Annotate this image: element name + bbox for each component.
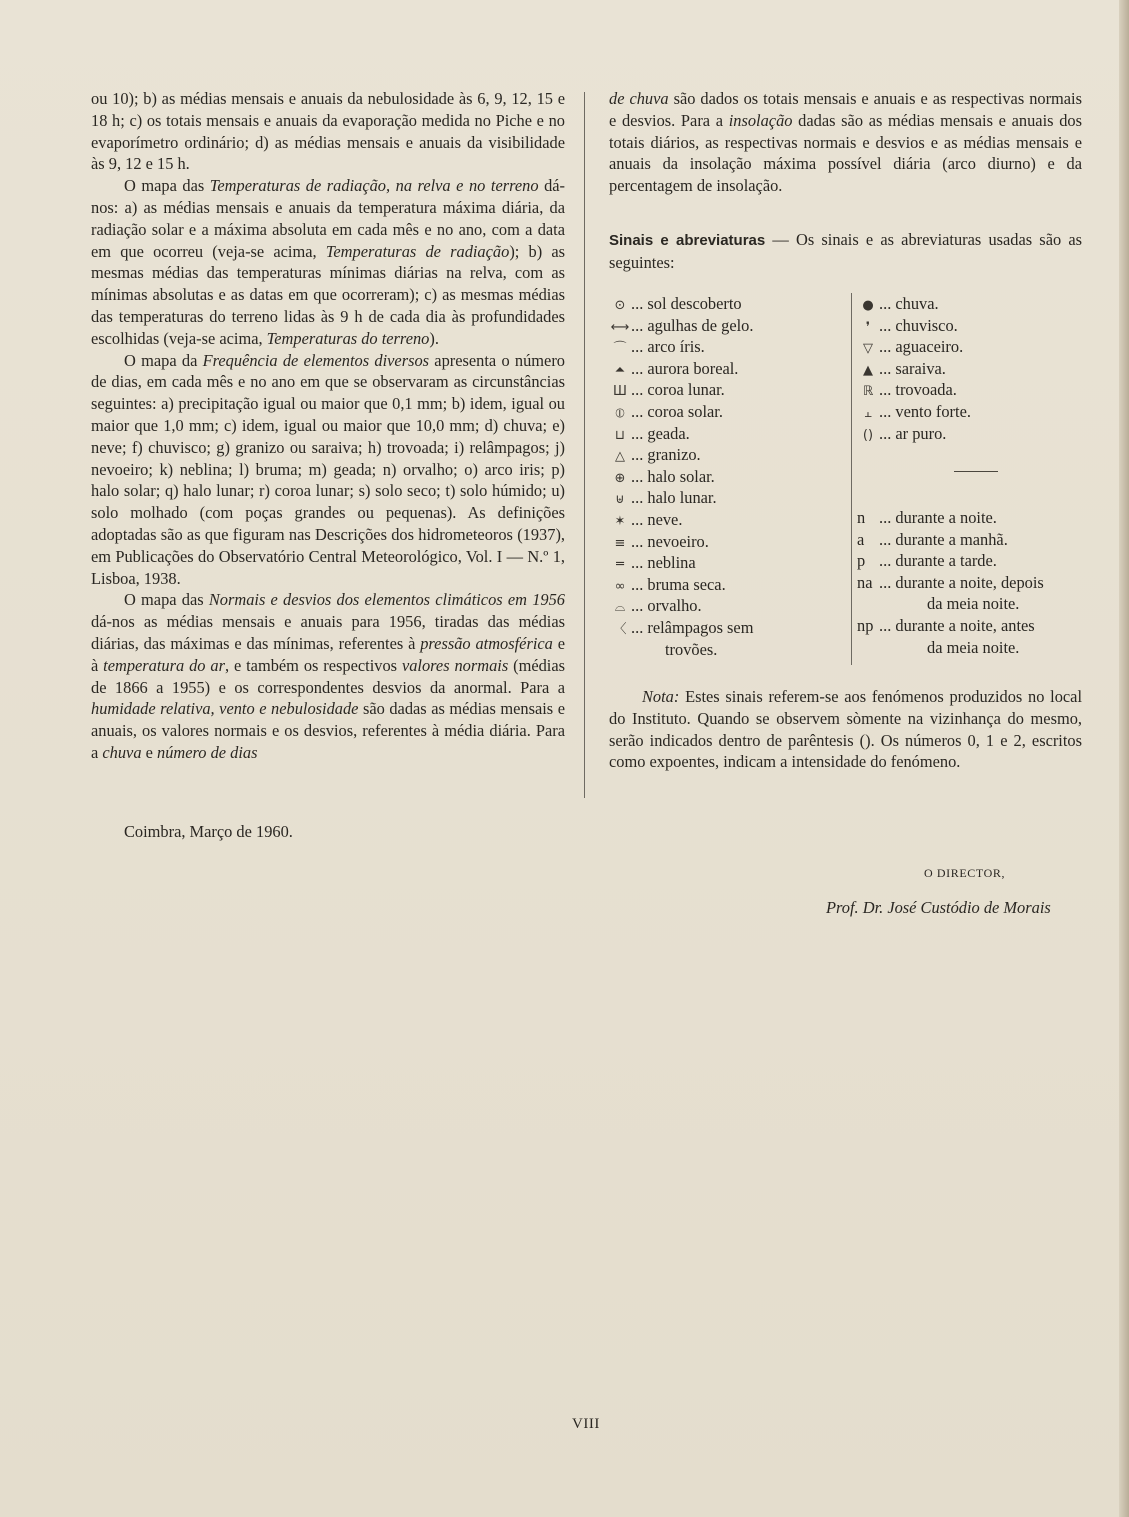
symbol-label: ... ar puro. xyxy=(879,423,947,443)
abbreviation-continuation: da meia noite. xyxy=(927,637,1020,657)
signature-label: O DIRECTOR, xyxy=(924,866,1006,880)
left-paragraph-1: ou 10); b) as médias mensais e anuais da nebulosidade às 6, 9, 12, 15 e 18 h; c) os totais mensais e anuais da evaporação medida no Piche e no evaporímetro ordinário; d) as médias mensais e anuais da visibilidade às 9, 12 e 15 h. xyxy=(91,89,565,174)
note-label: Nota: xyxy=(642,687,680,706)
symbol-row xyxy=(609,293,854,315)
abbreviation-label: ... durante a noite, depois xyxy=(879,572,1044,592)
lunar-corona-icon: Ш xyxy=(613,384,627,400)
symbol-label: ... agulhas de gelo. xyxy=(631,315,754,335)
sleet-icon: ▲ xyxy=(863,362,873,378)
symbol-row xyxy=(857,358,1087,380)
dew-icon: ⌓ xyxy=(614,600,626,616)
abbreviation-label: ... durante a tarde. xyxy=(879,551,997,571)
note-text: Estes sinais referem-se aos fenómenos produzidos no local do Instituto. Quando se observem sòmente na vizinhança do mesmo, serão indicados dentro de parêntesis (). Os números 0, 1 e 2, escritos como expoentes, indicam a intensidade do fenómeno. xyxy=(609,687,1082,772)
symbols-right-list xyxy=(857,293,1087,444)
snow-icon: ✶ xyxy=(614,513,626,529)
symbol-label: ... vento forte. xyxy=(879,401,971,421)
symbols-separator xyxy=(954,471,998,472)
symbol-label: ... neblina xyxy=(631,553,696,573)
lightning-icon: 〈 xyxy=(613,621,627,637)
abbreviation-code: np xyxy=(857,615,874,635)
symbol-label: ... trovoada. xyxy=(879,380,957,400)
abbreviation-code: p xyxy=(857,551,866,571)
solar-halo-icon: ⊕ xyxy=(614,470,626,486)
abbreviation-row xyxy=(857,507,1087,529)
ice-needles-icon: ⟷ xyxy=(610,319,630,335)
lunar-halo-icon: ⊎ xyxy=(615,492,625,508)
solar-corona-icon: ⦶ xyxy=(615,405,625,421)
symbol-label: ... neve. xyxy=(631,509,683,529)
drizzle-icon: ❜ xyxy=(865,319,871,335)
symbol-label: ... aurora boreal. xyxy=(631,358,739,378)
abbreviation-label: ... durante a noite, antes xyxy=(879,615,1035,635)
symbol-label: ... halo lunar. xyxy=(631,488,717,508)
symbol-label: ... relâmpagos sem xyxy=(631,617,754,637)
symbol-label: ... chuva. xyxy=(879,294,939,313)
symbol-row xyxy=(609,466,854,488)
symbol-row xyxy=(609,617,854,639)
rain-icon: ● xyxy=(862,298,874,313)
note-paragraph xyxy=(609,686,1082,773)
left-column xyxy=(91,88,565,764)
mist-icon: ═ xyxy=(616,557,624,573)
symbol-row xyxy=(857,401,1087,423)
abbreviation-code: na xyxy=(857,572,873,592)
haze-icon: ∞ xyxy=(614,578,626,594)
symbol-row xyxy=(609,358,854,380)
symbol-row xyxy=(857,423,1087,445)
right-paragraph-1: de chuva são dados os totais mensais e anuais e as respectivas normais e desvios. Para a insolação dadas são as médias mensais e anuais dos totais diários, as respectivas normais e desvios e as médias mensais e anuais da insolação máxima possível diária (arco diurno) e da percentagem de insolação. xyxy=(609,89,1082,196)
symbol-row xyxy=(857,379,1087,401)
symbol-label: ... coroa solar. xyxy=(631,401,723,421)
symbol-row xyxy=(609,552,854,574)
symbol-label: ... granizo. xyxy=(631,445,701,465)
symbol-row xyxy=(609,487,854,509)
symbol-row xyxy=(609,401,854,423)
page-edge xyxy=(1119,0,1129,1517)
symbol-row xyxy=(857,315,1087,337)
symbol-row xyxy=(609,509,854,531)
sun-clear-icon: ⊙ xyxy=(614,298,626,313)
abbreviations-list xyxy=(857,507,1087,658)
symbol-row xyxy=(609,336,854,358)
symbol-row xyxy=(609,531,854,553)
symbols-left-list xyxy=(609,293,854,660)
symbol-label-continuation: trovões. xyxy=(665,639,718,659)
symbol-label: ... orvalho. xyxy=(631,596,702,616)
frost-icon: ⊔ xyxy=(614,427,626,443)
symbol-label: ... halo solar. xyxy=(631,466,715,486)
section-heading: Sinais e abreviaturas — Os sinais e as abreviaturas usadas são as seguintes: xyxy=(609,229,1082,272)
abbreviation-row xyxy=(857,615,1087,637)
symbol-label: ... aguaceiro. xyxy=(879,337,964,357)
left-paragraph-4: O mapa das Normais e desvios dos elementos climáticos em 1956 dá-nos as médias mensais e anuais para 1956, tiradas das médias diárias, das máximas e das mínimas, referentes à pressão atmosférica e à temperatura do ar, e também os respectivos valores normais (médias de 1866 a 1955) e os correspondentes desvios da anormal. Para a humidade relativa, vento e nebulosidade são dadas as médias mensais e anuais, os valores normais e os desvios, referentes à média diária. Para a chuva e número de dias xyxy=(91,590,565,762)
symbol-label: ... arco íris. xyxy=(631,337,705,357)
symbol-row xyxy=(609,379,854,401)
abbreviation-continuation: da meia noite. xyxy=(927,594,1020,614)
page-number: VIII xyxy=(572,1416,600,1432)
aurora-icon: ⏶ xyxy=(614,362,626,378)
abbreviation-row xyxy=(857,550,1087,572)
symbol-row xyxy=(609,574,854,596)
fog-icon: ≡ xyxy=(614,535,626,551)
symbol-label: ... geada. xyxy=(631,423,690,443)
left-paragraph-2: O mapa das Temperaturas de radiação, na relva e no terreno dá-nos: a) as médias mensais e anuais da temperatura máxima diária, da radiação solar e a máxima absoluta em cada mês e no ano, com a data em que ocorreu (veja-se acima, Temperaturas de radiação); b) as mesmas médias das temperaturas mínimas diárias na relva, com as mínimas absolutas e as datas em que ocorreram); c) as mesmas médias das temperaturas do terreno lidas às 9 h de cada dia às profundidades escolhidas (veja-se acima, Temperaturas do terreno). xyxy=(91,176,566,348)
symbols-divider xyxy=(851,293,852,665)
column-divider xyxy=(584,92,585,798)
symbol-label: ... coroa lunar. xyxy=(631,380,725,400)
shower-icon: ▽ xyxy=(863,341,873,357)
clear-air-icon: () xyxy=(862,427,874,443)
place-date: Coimbra, Março de 1960. xyxy=(124,822,293,841)
abbreviation-code: a xyxy=(857,529,865,549)
symbol-row xyxy=(857,336,1087,358)
symbol-row xyxy=(857,293,1087,315)
left-paragraph-3: O mapa da Frequência de elementos diversos apresenta o número de dias, em cada mês e no ano em que se observaram as circunstâncias seguintes: a) precipitação igual ou maior que 0,1 mm; b) idem, igual ou maior que 1,0 mm; c) idem, igual ou maior que 10,0 mm; d) chuva; e) neve; f) chuvisco; g) granizo ou saraiva; h) trovoada; i) relâmpagos; j) nevoeiro; k) neblina; l) bruma; m) geada; n) orvalho; o) arco iris; p) halo solar; q) halo lunar; r) coroa lunar; s) solo seco; t) solo húmido; u) solo molhado (com poças grandes ou pequenas). As definições adoptadas são as que figuram nas Descrições dos hidrometeoros (1937), em Publicações do Observatório Central Meteorológico, Vol. I — N.º 1, Lisboa, 1938. xyxy=(91,350,565,588)
symbol-label: ... nevoeiro. xyxy=(631,531,709,551)
symbol-row xyxy=(609,423,854,445)
symbols-table xyxy=(609,293,1084,665)
section-title: Sinais e abreviaturas xyxy=(609,231,766,249)
symbol-label: ... bruma seca. xyxy=(631,574,726,594)
abbreviation-label: ... durante a noite. xyxy=(879,508,997,527)
symbol-row xyxy=(609,315,854,337)
symbol-label: ... saraiva. xyxy=(879,358,946,378)
right-column xyxy=(609,88,1082,274)
thunderstorm-icon: ℝ xyxy=(862,384,874,400)
signature-name: Prof. Dr. José Custódio de Morais xyxy=(826,898,1051,917)
rainbow-icon: ⌒ xyxy=(613,341,627,357)
abbreviation-code: n xyxy=(857,508,866,527)
symbol-label: ... sol descoberto xyxy=(631,294,742,313)
hail-icon: △ xyxy=(615,449,625,465)
strong-wind-icon: ⫠ xyxy=(864,405,872,421)
symbol-row xyxy=(609,444,854,466)
abbreviation-row xyxy=(857,529,1087,551)
abbreviation-row xyxy=(857,572,1087,594)
abbreviation-label: ... durante a manhã. xyxy=(879,529,1008,549)
symbol-label: ... chuvisco. xyxy=(879,315,958,335)
symbol-row xyxy=(609,595,854,617)
